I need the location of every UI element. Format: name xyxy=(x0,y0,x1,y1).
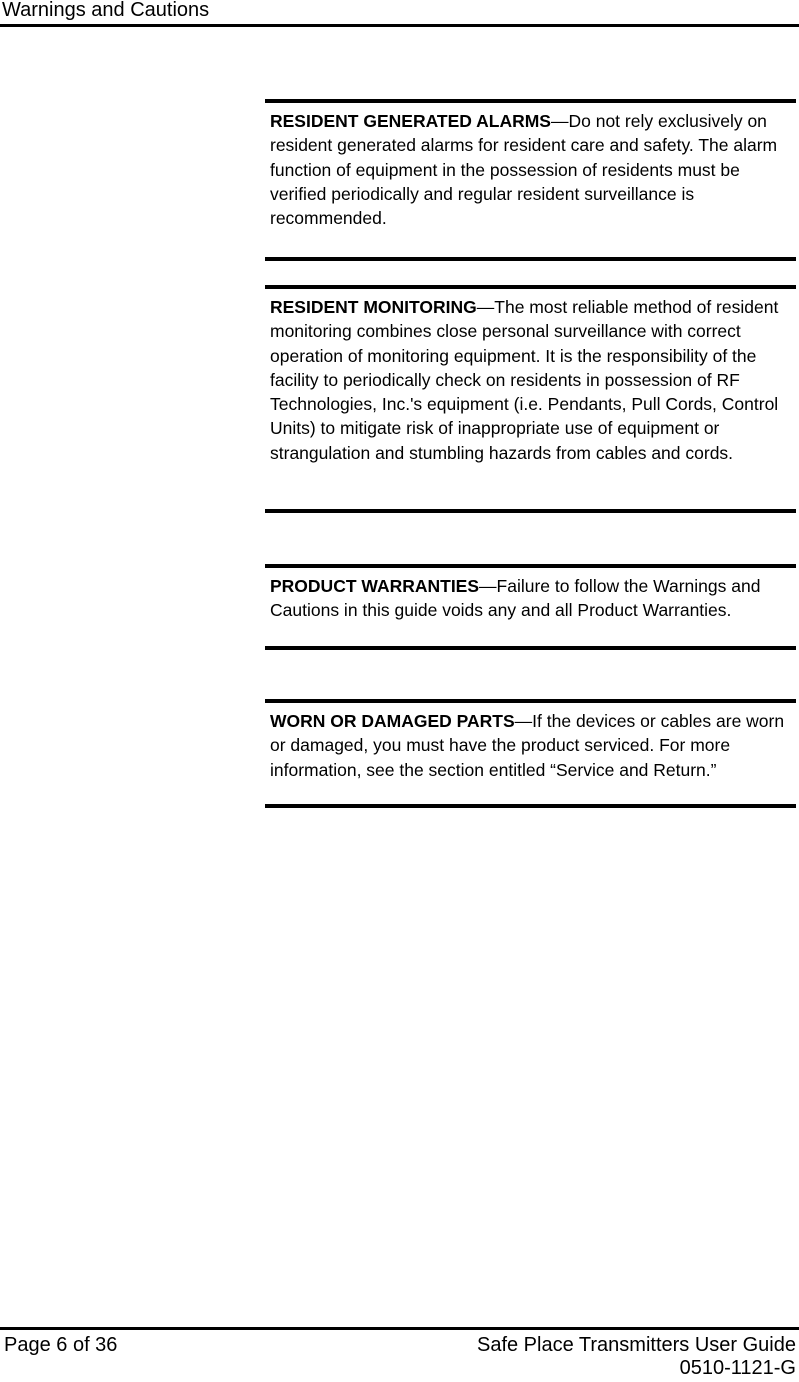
notice-body: —The most reliable method of resident monitoring combines close personal surveillance with correct operation of monitoring equipment. It is the responsibility of the facility to periodically check on residents in possession of RF Technologies, Inc.'s equipment (i.e. Pendants, Pull Cords, Control Units) to mitigate risk of inappropriate use of equipment or strangulation and stumbling hazards from cables and cords. xyxy=(270,297,779,463)
notice-resident-monitoring xyxy=(265,285,796,513)
notice-heading: RESIDENT MONITORING xyxy=(270,297,477,317)
notice-heading: PRODUCT WARRANTIES xyxy=(270,576,480,596)
page-header-title: Warnings and Cautions xyxy=(2,0,210,21)
notice-body: —Do not rely exclusively on resident generated alarms for resident care and safety. The alarm function of equipment in the possession of residents must be verified periodically and regular resident surveillance is recommended. xyxy=(270,111,778,229)
footer-rule xyxy=(0,1327,799,1330)
guide-title: Safe Place Transmitters User Guide xyxy=(476,1334,796,1356)
document-number: 0510-1121-G xyxy=(679,1357,796,1379)
notice-worn-or-damaged-parts xyxy=(265,699,796,808)
notice-heading: RESIDENT GENERATED ALARMS xyxy=(270,111,551,131)
notice-product-warranties xyxy=(265,564,796,650)
notice-resident-generated-alarms xyxy=(265,99,796,261)
header-rule xyxy=(0,24,799,27)
notice-body: —If the devices or cables are worn or damaged, you must have the product serviced. For more information, see the section entitled “Service and Return.” xyxy=(270,711,785,780)
notice-heading: WORN OR DAMAGED PARTS xyxy=(270,711,515,731)
page-number: Page 6 of 36 xyxy=(4,1334,118,1356)
notice-body: —Failure to follow the Warnings and Cautions in this guide voids any and all Product Warranties. xyxy=(270,576,761,621)
